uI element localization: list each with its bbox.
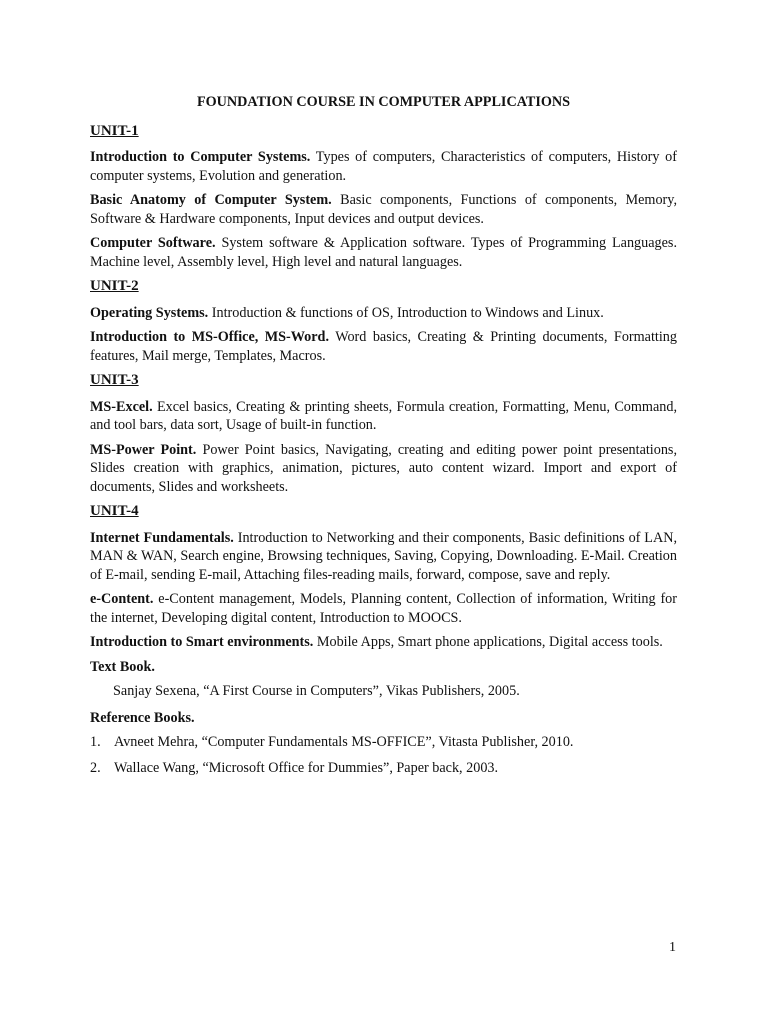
reference-text: Avneet Mehra, “Computer Fundamentals MS-OFFICE”, Vitasta Publisher, 2010.: [114, 734, 574, 750]
topic-text: Word basics, Creating & Printing documents, Formatting features, Mail merge, Templates, Macros.: [90, 329, 677, 364]
topic-paragraph: [90, 529, 677, 585]
topic-paragraph: [90, 304, 677, 323]
topic-paragraph: [90, 398, 677, 435]
topic-text: Types of computers, Characteristics of computers, History of computer systems, Evolution and generation.: [90, 149, 677, 184]
topic-heading: Computer Software.: [90, 235, 216, 251]
topic-paragraph: [90, 441, 677, 497]
page-content: [90, 93, 677, 784]
unit-heading: UNIT-4: [90, 503, 139, 519]
page-number: 1: [669, 940, 676, 955]
topic-text: Basic components, Functions of components, Memory, Software & Hardware components, Input devices and output devices.: [90, 192, 677, 227]
topic-heading: Introduction to MS-Office, MS-Word.: [90, 329, 329, 345]
topic-heading: Introduction to Smart environments.: [90, 634, 314, 650]
topic-paragraph: [90, 234, 677, 271]
unit-heading: UNIT-3: [90, 372, 139, 388]
reference-number: 1.: [90, 734, 101, 750]
topic-paragraph: [90, 328, 677, 365]
text-book-heading: Text Book.: [90, 658, 155, 675]
topic-heading: MS-Power Point.: [90, 441, 197, 458]
topic-heading: e-Content.: [90, 591, 154, 607]
document-title: FOUNDATION COURSE IN COMPUTER APPLICATIONS: [196, 94, 571, 110]
topic-paragraph: [90, 148, 677, 185]
text-book-entry: Sanjay Sexena, “A First Course in Computers”, Vikas Publishers, 2005.: [113, 683, 520, 699]
topic-heading: MS-Excel.: [90, 398, 153, 415]
topic-paragraph: [90, 590, 677, 627]
topic-text: System software & Application software. Types of Programming Languages. Machine level, Assembly level, High level and natural languages.: [90, 235, 677, 270]
reference-text: Wallace Wang, “Microsoft Office for Dummies”, Paper back, 2003.: [114, 759, 499, 776]
reference-item: [90, 759, 677, 778]
topic-heading: Introduction to Computer Systems.: [90, 149, 311, 165]
topic-text: Introduction to Networking and their components, Basic definitions of LAN, MAN & WAN, Search engine, Browsing techniques, Saving, Copying, Downloading. E-Mail. Creation of E-mail, sending E-mail, Attaching files-reading mails, forward, compose, save and reply.: [90, 529, 678, 583]
reference-number: 2.: [90, 759, 101, 776]
topic-text: Power Point basics, Navigating, creating and editing power point presentations, Slides creation with graphics, animation, pictures, auto content wizard. Import and export of documents, Slides and worksheets.: [90, 441, 678, 495]
topic-paragraph: [90, 633, 677, 652]
topic-text: Excel basics, Creating & printing sheets, Formula creation, Formatting, Menu, Command, and tool bars, data sort, Usage of built-in function.: [90, 398, 678, 433]
reference-books-heading: Reference Books.: [90, 709, 195, 726]
unit-heading: UNIT-1: [90, 122, 139, 139]
unit-heading: UNIT-2: [90, 278, 139, 294]
topic-heading: Operating Systems.: [90, 304, 209, 321]
topic-heading: Basic Anatomy of Computer System.: [90, 192, 332, 208]
topic-text: Mobile Apps, Smart phone applications, Digital access tools.: [316, 634, 663, 650]
reference-item: [90, 733, 677, 752]
topic-text: Introduction & functions of OS, Introduction to Windows and Linux.: [211, 304, 604, 321]
topic-heading: Internet Fundamentals.: [90, 529, 234, 546]
topic-paragraph: [90, 191, 677, 228]
topic-text: e-Content management, Models, Planning content, Collection of information, Writing for the internet, Developing digital content, Introduction to MOOCS.: [90, 591, 677, 626]
